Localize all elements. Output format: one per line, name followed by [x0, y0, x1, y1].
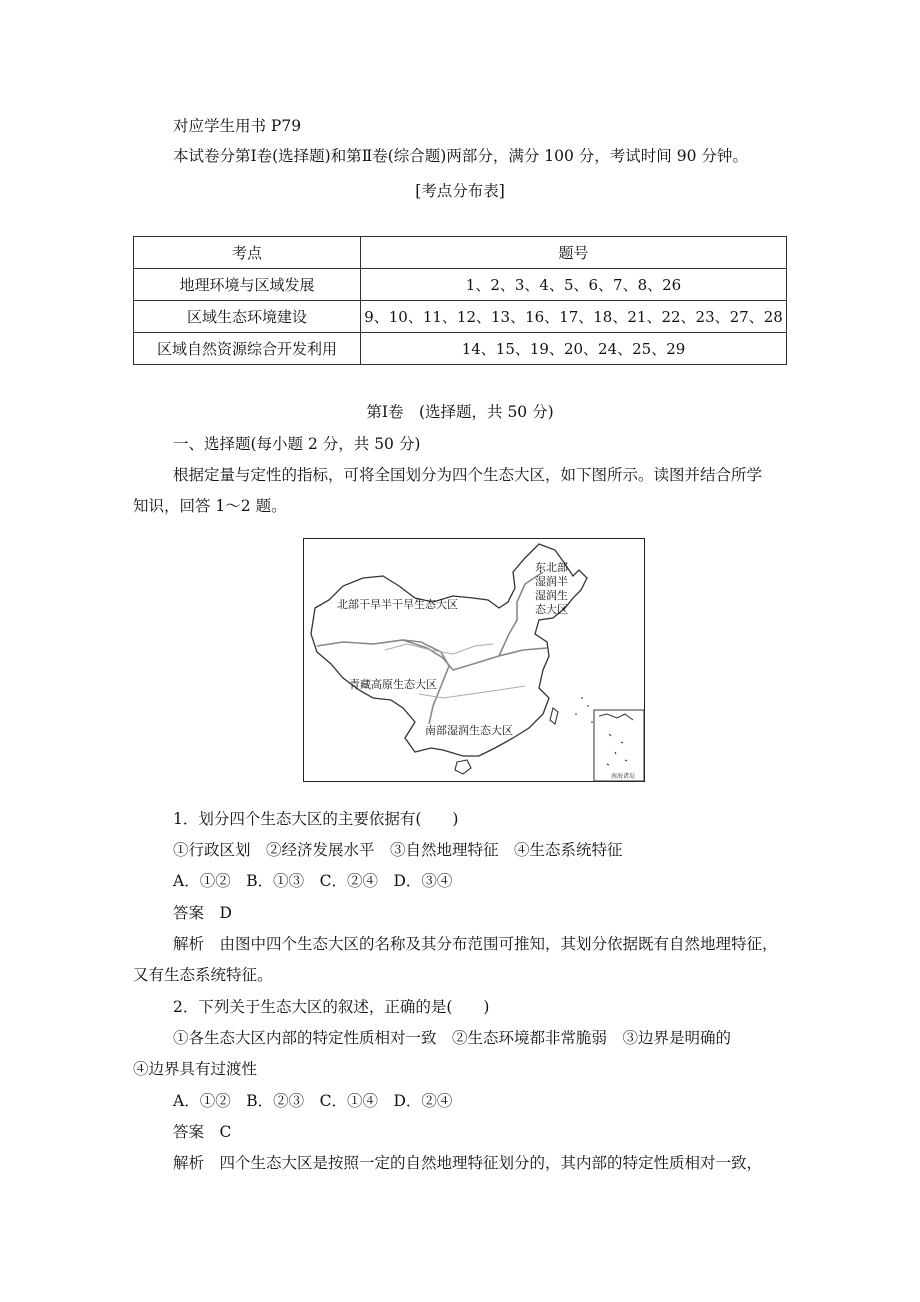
question-2-stem: 2．下列关于生态大区的叙述，正确的是( ) [173, 998, 490, 1016]
question-2-answer: 答案 C [173, 1123, 232, 1141]
map-frame [304, 539, 645, 782]
inset-label: 南海诸岛 [610, 774, 635, 780]
region-label-qingzang: 青藏高原生态大区 [349, 679, 437, 691]
table-header-cell: 考点 [134, 237, 361, 269]
question-2-choices: A．①② B．②③ C．①④ D．②④ [173, 1092, 453, 1110]
table-cell: 14、15、19、20、24、25、29 [361, 333, 787, 365]
table-cell: 地理环境与区域发展 [134, 269, 361, 301]
table-row [134, 333, 787, 365]
question-1-options: ①行政区划 ②经济发展水平 ③自然地理特征 ④生态系统特征 [173, 841, 623, 859]
question-1-analysis-line: 解析 由图中四个生态大区的名称及其分布范围可推知，其划分依据既有自然地理特征， [173, 935, 778, 953]
region-label-northeast: 湿润生 [535, 590, 568, 602]
textbook-reference: 对应学生用书 P79 [173, 117, 302, 135]
question-stem-line: 知识，回答 1～2 题。 [133, 497, 287, 515]
question-stem-line: 根据定量与定性的指标，可将全国划分为四个生态大区，如下图所示。读图并结合所学 [173, 466, 763, 484]
table-row [134, 269, 787, 301]
section-title: 第Ⅰ卷 (选择题，共 50 分) [366, 403, 554, 421]
question-1-answer: 答案 D [173, 904, 232, 922]
region-label-north: 北部干旱半干旱生态大区 [337, 599, 458, 611]
region-label-northeast: 态大区 [535, 604, 568, 616]
question-2-analysis-line: 解析 四个生态大区是按照一定的自然地理特征划分的，其内部的特定性质相对一致， [173, 1154, 763, 1172]
table-title: [考点分布表] [415, 182, 505, 200]
question-2-options-line: ①各生态大区内部的特定性质相对一致 ②生态环境都非常脆弱 ③边界是明确的 [173, 1029, 732, 1047]
exam-intro: 本试卷分第Ⅰ卷(选择题)和第Ⅱ卷(综合题)两部分，满分 100 分，考试时间 90 分钟。 [173, 147, 748, 165]
exam-point-table [133, 236, 787, 365]
table-cell: 区域生态环境建设 [134, 301, 361, 333]
table-cell: 9、10、11、12、13、16、17、18、21、22、23、27、28 [361, 301, 787, 333]
table-header-cell: 题号 [361, 237, 787, 269]
south-sea-inset [594, 710, 644, 781]
region-label-northeast: 东北部 [535, 562, 568, 574]
table-cell: 1、2、3、4、5、6、7、8、26 [361, 269, 787, 301]
ecological-regions-map [303, 538, 645, 782]
part-heading: 一、选择题(每小题 2 分，共 50 分) [173, 435, 421, 453]
question-1-stem: 1．划分四个生态大区的主要依据有( ) [173, 810, 459, 828]
question-2-options-line: ④边界具有过渡性 [133, 1060, 258, 1078]
region-label-south: 南部湿润生态大区 [425, 725, 513, 737]
table-header-row [134, 237, 787, 269]
table-cell: 区域自然资源综合开发利用 [134, 333, 361, 365]
region-label-northeast: 湿润半 [535, 576, 568, 588]
question-1-choices: A．①② B．①③ C．②④ D．③④ [173, 872, 453, 890]
table-row [134, 301, 787, 333]
question-1-analysis-line: 又有生态系统特征。 [133, 966, 273, 984]
